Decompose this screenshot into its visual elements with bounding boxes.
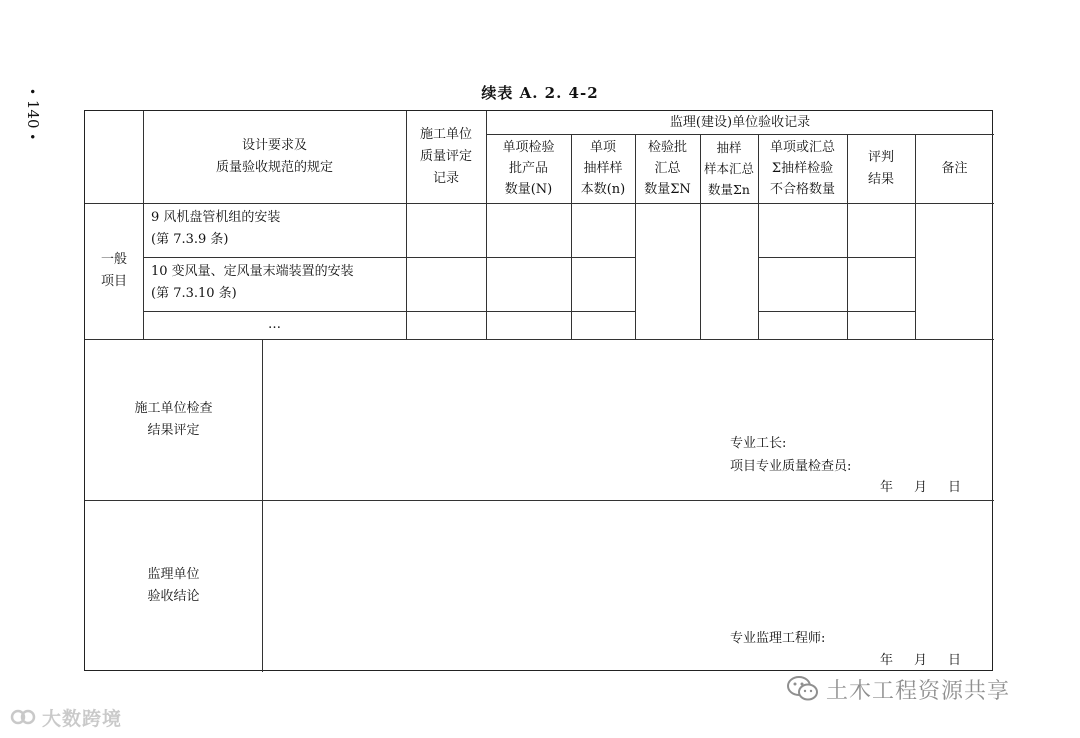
acceptance-table (84, 110, 993, 671)
general-item-row: … (268, 317, 281, 332)
page-number: • 140 • (24, 88, 42, 141)
general-item-row: 9 风机盘管机组的安装 (第 7.3.9 条) (151, 210, 281, 247)
grid-line (758, 257, 915, 258)
watermark-right: 土木工程资源共享 (786, 674, 1010, 709)
contractor-date: 年 月 日 (880, 480, 966, 495)
supervision-conclusion-label: 监理单位 验收结论 (147, 567, 200, 604)
header-supervision-record: 监理(建设)单位验收记录 (669, 114, 811, 130)
header-remarks: 备注 (941, 160, 968, 176)
header-sample-total: 抽样 样本汇总 数量Σn (703, 140, 754, 197)
grid-line (758, 311, 915, 312)
table-title: 续表 A. 2. 4-2 (481, 84, 599, 102)
header-single-batch-qty: 单项检验 批产品 数量(N) (502, 140, 555, 197)
engineer-signature: 专业监理工程师: (730, 631, 826, 646)
inspector-signature: 项目专业质量检查员: (730, 459, 852, 474)
supervision-date: 年 月 日 (880, 653, 966, 668)
contractor-check-label: 施工单位检查 结果评定 (134, 400, 213, 438)
header-evaluation: 评判 结果 (867, 149, 894, 187)
grid-line (85, 203, 994, 204)
general-item-row: 10 变风量、定风量末端装置的安装 (第 7.3.10 条) (151, 264, 354, 301)
header-batch-total: 检验批 汇总 数量ΣN (644, 140, 691, 197)
wechat-icon (786, 675, 820, 709)
foreman-signature: 专业工长: (730, 436, 787, 451)
grid-line (262, 339, 263, 672)
header-contractor-record: 施工单位 质量评定 记录 (419, 127, 472, 186)
grid-line (143, 257, 635, 258)
chain-logo-icon (10, 708, 38, 731)
header-single-sample-qty: 单项 抽样样 本数(n) (580, 140, 626, 197)
watermark-left: 大数跨境 (10, 704, 122, 731)
header-design-requirements: 设计要求及 质量验收规范的规定 (215, 138, 333, 175)
header-fail-count: 单项或汇总 Σ抽样检验 不合格数量 (769, 140, 835, 197)
general-items-label: 一般 项目 (100, 252, 127, 289)
